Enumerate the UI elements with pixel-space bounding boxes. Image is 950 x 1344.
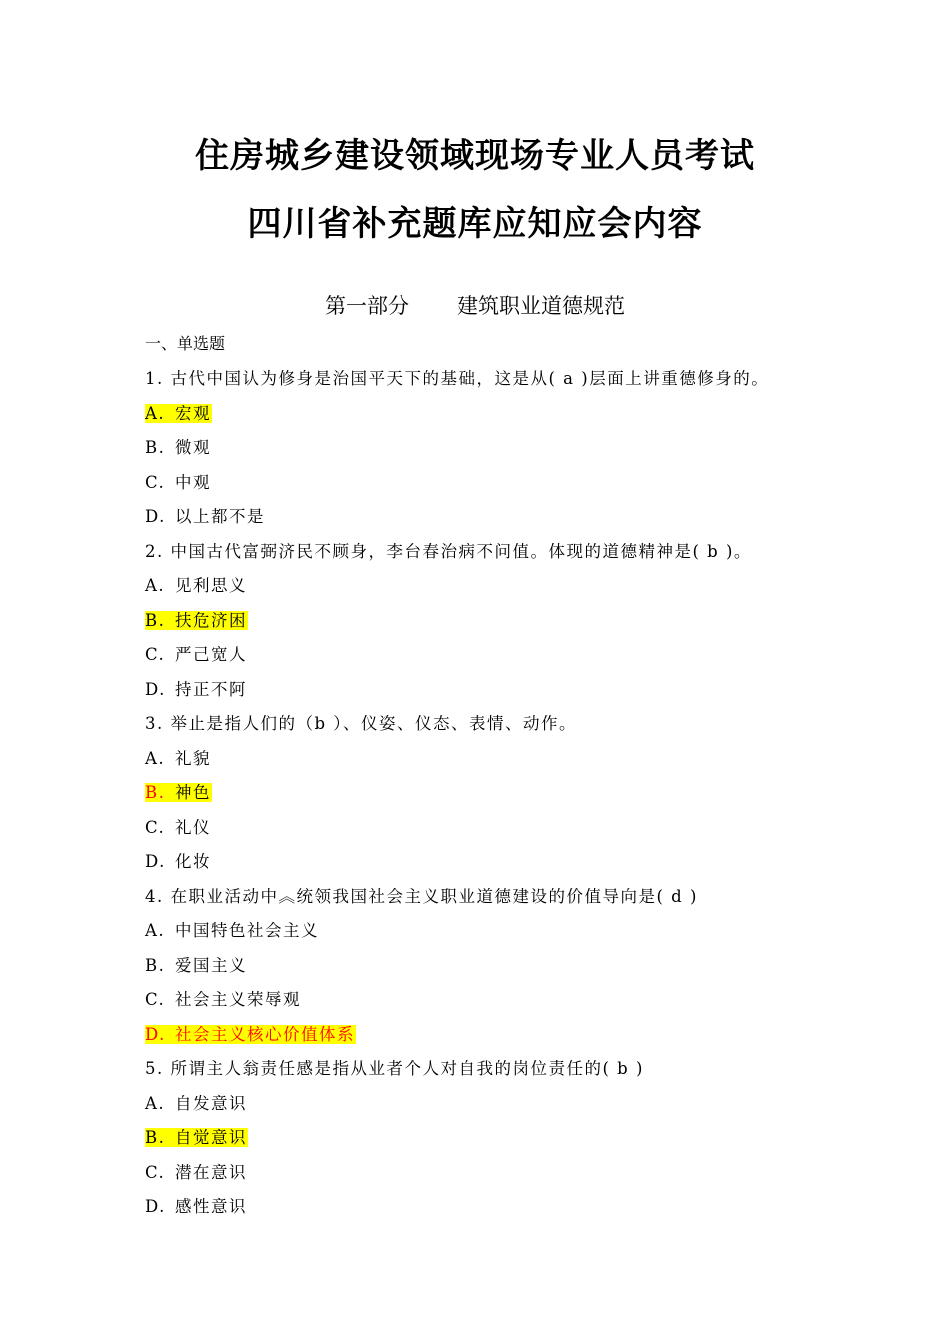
answer-option (145, 1089, 845, 1124)
option-letter: B. (145, 1128, 166, 1147)
option-letter: C. (145, 1162, 166, 1182)
option-content (145, 956, 247, 975)
question-stem: 5. 所谓主人翁责任感是指从业者个人对自我的岗位责任的( b ) (145, 1059, 644, 1078)
answer-option (145, 985, 845, 1020)
question-stem: 2. 中国古代富弼济民不顾身，李台春治病不问值。体现的道德精神是( b )。 (145, 541, 752, 561)
answer-option (145, 1020, 845, 1055)
answer-option (145, 606, 845, 641)
option-letter: C. (145, 645, 166, 664)
option-text: 礼仪 (175, 817, 211, 837)
option-text: 见利思义 (175, 576, 247, 595)
option-text: 严己宽人 (175, 645, 247, 664)
option-letter: C. (145, 817, 166, 837)
option-text: 爱国主义 (175, 955, 247, 975)
answer-option (145, 951, 845, 986)
option-content (145, 576, 247, 595)
option-text: 感性意识 (175, 1197, 247, 1216)
answer-option (145, 468, 845, 503)
option-content (145, 611, 248, 630)
option-letter: D. (145, 679, 166, 699)
option-text: 社会主义荣辱观 (175, 990, 301, 1009)
option-letter: C. (145, 472, 166, 492)
answer-option (145, 1158, 845, 1193)
option-text: 中国特色社会主义 (175, 921, 319, 940)
option-text: 礼貌 (175, 748, 211, 768)
answer-option (145, 916, 845, 951)
option-content (145, 680, 247, 699)
option-content (145, 1128, 248, 1147)
option-content (145, 1197, 247, 1216)
option-text: 以上都不是 (175, 507, 265, 526)
option-letter: C. (145, 990, 166, 1009)
option-text: 社会主义核心价值体系 (175, 1024, 355, 1044)
part-name: 建筑职业道德规范 (457, 294, 625, 318)
option-content (145, 921, 319, 940)
option-letter: A. (145, 1093, 166, 1113)
answer-option (145, 502, 845, 537)
option-letter: D. (145, 1197, 166, 1216)
answer-option (145, 778, 845, 813)
question-stem: 4. 在职业活动中︽统领我国社会主义职业道德建设的价值导向是( d ) (145, 886, 698, 906)
option-content (145, 473, 211, 492)
option-letter: D. (145, 507, 166, 526)
option-content (145, 852, 211, 871)
option-content (145, 990, 301, 1009)
option-letter: D. (145, 852, 166, 871)
document-title-line-2: 四川省补充题库应知应会内容 (247, 204, 703, 244)
option-text: 宏观 (175, 403, 211, 423)
option-text: 化妆 (175, 852, 211, 871)
question-list (145, 364, 845, 1227)
option-content (145, 1163, 247, 1182)
question-stem: 1. 古代中国认为修身是治国平天下的基础，这是从( a )层面上讲重德修身的。 (145, 369, 770, 388)
option-content (145, 749, 211, 768)
document-title-line-1: 住房城乡建设领域现场专业人员考试 (195, 136, 755, 176)
answer-option (145, 847, 845, 882)
answer-option (145, 1123, 845, 1158)
option-letter: A. (145, 748, 166, 768)
option-text: 神色 (175, 783, 211, 802)
option-letter: B. (145, 610, 166, 630)
answer-option (145, 571, 845, 606)
answer-option (145, 813, 845, 848)
option-text: 自发意识 (175, 1093, 247, 1113)
option-letter: D. (145, 1024, 166, 1044)
option-letter: B. (145, 783, 166, 802)
part-label: 第一部分 (325, 294, 409, 318)
option-content (145, 818, 211, 837)
answer-option (145, 1192, 845, 1227)
part-heading (0, 290, 950, 320)
option-letter: B. (145, 438, 166, 457)
option-letter: B. (145, 955, 166, 975)
answer-option (145, 675, 845, 710)
answer-option (145, 399, 845, 434)
option-text: 持正不阿 (175, 679, 247, 699)
option-letter: A. (145, 403, 166, 423)
option-content (145, 507, 265, 526)
option-letter: A. (145, 576, 166, 595)
option-content (145, 1025, 356, 1044)
option-content (145, 404, 212, 423)
section-label: 一、单选题 (145, 334, 226, 353)
option-content (145, 783, 212, 802)
option-content (145, 645, 247, 664)
question-stem: 3. 举止是指人们的（b ）、仪姿、仪态、表情、动作。 (145, 714, 578, 733)
option-text: 微观 (175, 438, 211, 457)
option-content (145, 438, 211, 457)
option-text: 潜在意识 (175, 1162, 247, 1182)
option-text: 中观 (175, 472, 211, 492)
option-text: 扶危济困 (175, 610, 247, 630)
answer-option (145, 640, 845, 675)
option-letter: A. (145, 921, 166, 940)
answer-option (145, 433, 845, 468)
option-text: 自觉意识 (175, 1128, 247, 1147)
answer-option (145, 744, 845, 779)
option-content (145, 1094, 247, 1113)
